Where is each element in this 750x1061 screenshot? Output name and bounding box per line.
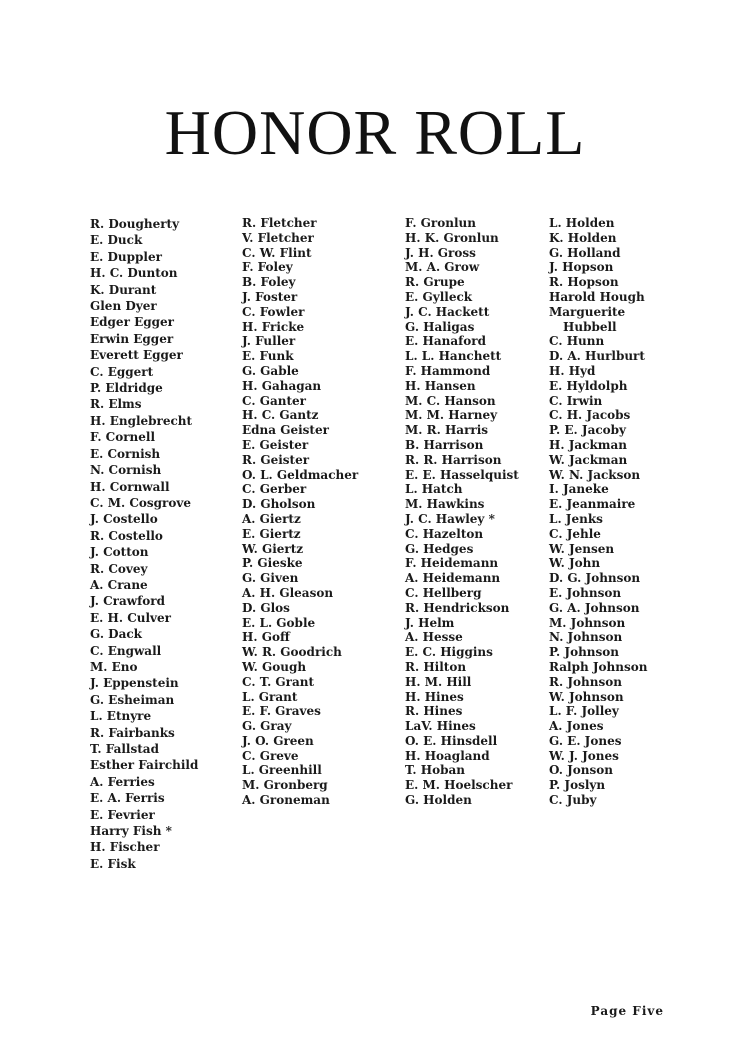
honor-roll-name: R. Geister — [242, 452, 310, 467]
honor-roll-name: W. Johnson — [549, 689, 624, 704]
honor-roll-name: R. Hopson — [549, 275, 619, 290]
honor-roll-name: LaV. Hines — [405, 719, 476, 734]
honor-roll-name: O. L. Geldmacher — [242, 467, 359, 482]
honor-roll-name: Ralph Johnson — [549, 659, 648, 674]
honor-roll-name: H. Jackman — [549, 437, 627, 452]
honor-roll-name: J. C. Hawley * — [405, 511, 495, 526]
honor-roll-name: G. Holland — [549, 245, 621, 260]
honor-roll-name: A. Crane — [90, 577, 148, 592]
honor-roll-column-3 — [405, 216, 519, 808]
page-number: Page Five — [590, 1004, 664, 1018]
honor-roll-name: M. A. Grow — [405, 260, 480, 275]
honor-roll-name: T. Fallstad — [90, 742, 159, 756]
honor-roll-name: J. C. Hackett — [405, 304, 490, 319]
honor-roll-name: J. O. Green — [242, 733, 314, 748]
honor-roll-name: D. A. Hurlburt — [549, 349, 645, 364]
honor-roll-name: W. R. Goodrich — [242, 645, 342, 660]
honor-roll-name: M. C. Hanson — [405, 393, 496, 408]
honor-roll-name: G. Dack — [90, 627, 142, 642]
honor-roll-name: L. Holden — [549, 216, 615, 230]
honor-roll-name: E. Geister — [242, 437, 309, 452]
honor-roll-name: G. A. Johnson — [549, 600, 640, 615]
honor-roll-name: A. H. Gleason — [242, 585, 334, 600]
honor-roll-name: L. Grant — [242, 689, 298, 704]
honor-roll-name: C. H. Jacobs — [549, 408, 631, 423]
honor-roll-name: W. John — [549, 556, 601, 571]
honor-roll-name: R. Covey — [90, 561, 148, 576]
honor-roll-name: Erwin Egger — [90, 331, 174, 346]
honor-roll-name: R. Costello — [90, 528, 163, 543]
honor-roll-name: H. Hyd — [549, 363, 596, 378]
honor-roll-name: P. Eldridge — [90, 381, 163, 396]
honor-roll-name: W. Jackman — [549, 452, 628, 467]
honor-roll-name: R. Hendrickson — [405, 600, 510, 615]
honor-roll-name: Harold Hough — [549, 289, 645, 304]
honor-roll-name: H. Gahagan — [242, 378, 322, 393]
honor-roll-name: F. Gronlun — [405, 216, 476, 230]
honor-roll-name: E. Cornish — [90, 446, 161, 461]
honor-roll-name: D. Glos — [242, 600, 290, 615]
honor-roll-name: E. Gylleck — [405, 289, 473, 304]
honor-roll-name: N. Johnson — [549, 630, 623, 645]
honor-roll-name: Hubbell — [563, 319, 617, 334]
honor-roll-name: L. Etnyre — [90, 709, 152, 724]
honor-roll-name: A. Giertz — [242, 511, 301, 526]
honor-roll-name: C. Hellberg — [405, 585, 482, 600]
honor-roll-name: H. K. Gronlun — [405, 230, 499, 245]
honor-roll-name: R. Dougherty — [90, 217, 180, 231]
honor-roll-name: J. Fuller — [242, 334, 296, 349]
honor-roll-name: R. Johnson — [549, 674, 622, 689]
honor-roll-name: R. Hines — [405, 704, 463, 719]
honor-roll-name: R. Fletcher — [242, 216, 317, 230]
honor-roll-name: W. Gough — [242, 659, 307, 674]
honor-roll-name: M. M. Harney — [405, 408, 498, 423]
honor-roll-name: E. A. Ferris — [90, 791, 165, 806]
honor-roll-name: J. Hopson — [549, 260, 614, 275]
honor-roll-name: G. Holden — [405, 793, 472, 808]
honor-roll-name: N. Cornish — [90, 463, 162, 478]
honor-roll-name: C. Irwin — [549, 393, 603, 408]
honor-roll-name: M. Gronberg — [242, 778, 328, 793]
honor-roll-name: D. Gholson — [242, 497, 316, 512]
honor-roll-name: L. L. Hanchett — [405, 349, 502, 364]
honor-roll-name: H. Cornwall — [90, 479, 170, 494]
honor-roll-name: B. Foley — [242, 275, 296, 290]
honor-roll-name: G. Gray — [242, 719, 292, 734]
honor-roll-name: P. E. Jacoby — [549, 423, 627, 438]
honor-roll-name: C. T. Grant — [242, 674, 315, 689]
honor-roll-name: L. Jenks — [549, 511, 603, 526]
honor-roll-name: W. J. Jones — [549, 748, 619, 763]
honor-roll-name: M. R. Harris — [405, 423, 489, 438]
honor-roll-name: L. Hatch — [405, 482, 463, 497]
honor-roll-name: H. Fricke — [242, 319, 305, 334]
honor-roll-name: Esther Fairchild — [90, 758, 199, 773]
honor-roll-name: R. Fairbanks — [90, 725, 175, 740]
honor-roll-name: F. Foley — [242, 260, 293, 275]
honor-roll-name: E. Duppler — [90, 249, 162, 264]
honor-roll-name: A. Hesse — [405, 630, 463, 645]
honor-roll-column-2 — [242, 216, 358, 808]
honor-roll-name: E. H. Culver — [90, 610, 171, 625]
honor-roll-name: C. Juby — [549, 793, 597, 808]
honor-roll-name: E. Duck — [90, 233, 143, 248]
honor-roll-name: C. Hunn — [549, 334, 605, 349]
honor-roll-name: P. Joslyn — [549, 778, 606, 793]
honor-roll-name: T. Hoban — [405, 763, 465, 778]
honor-roll-name: Edger Egger — [90, 315, 174, 330]
honor-roll-name: E. F. Graves — [242, 704, 321, 719]
honor-roll-name: Harry Fish * — [90, 824, 172, 839]
honor-roll-name: E. Fisk — [90, 856, 136, 871]
honor-roll-name: R. Grupe — [405, 275, 465, 290]
honor-roll-name: L. Greenhill — [242, 763, 322, 778]
honor-roll-name: O. Jonson — [549, 763, 613, 778]
honor-roll-name: Everett Egger — [90, 348, 183, 363]
honor-roll-name: G. Esheiman — [90, 692, 175, 707]
honor-roll-name: E. Hanaford — [405, 334, 486, 349]
honor-roll-name: H. C. Dunton — [90, 266, 178, 281]
honor-roll-name: E. Johnson — [549, 585, 622, 600]
honor-roll-name: J. Cotton — [90, 545, 149, 560]
honor-roll-name: W. Jensen — [549, 541, 615, 556]
honor-roll-name: E. Jeanmaire — [549, 497, 636, 512]
honor-roll-name: Edna Geister — [242, 423, 329, 438]
honor-roll-name: V. Fletcher — [242, 230, 314, 245]
honor-roll-name: L. F. Jolley — [549, 704, 619, 719]
honor-roll-name: B. Harrison — [405, 437, 484, 452]
honor-roll-name: H. Goff — [242, 630, 290, 645]
honor-roll-name: H. Hines — [405, 689, 464, 704]
honor-roll-name: O. E. Hinsdell — [405, 733, 498, 748]
honor-roll-name: C. Fowler — [242, 304, 305, 319]
honor-roll-name: H. Hoagland — [405, 748, 490, 763]
honor-roll-name: C. Eggert — [90, 364, 154, 379]
honor-roll-name: J. Costello — [90, 512, 158, 527]
honor-roll-name: R. Elms — [90, 397, 142, 412]
honor-roll-name: J. Eppenstein — [90, 676, 179, 691]
honor-roll-name: I. Janeke — [549, 482, 609, 497]
honor-roll-name: W. N. Jackson — [549, 467, 641, 482]
honor-roll-name: G. Gable — [242, 363, 299, 378]
honor-roll-name: W. Giertz — [242, 541, 304, 556]
honor-roll-name: C. W. Flint — [242, 245, 312, 260]
honor-roll-name: J. Foster — [242, 289, 298, 304]
honor-roll-name: H. Fischer — [90, 840, 160, 855]
honor-roll-name: A. Heidemann — [405, 571, 501, 586]
honor-roll-name: J. H. Gross — [405, 245, 476, 260]
honor-roll-name: E. Fevrier — [90, 807, 155, 822]
honor-roll-name: H. Englebrecht — [90, 413, 193, 428]
honor-roll-name: E. Funk — [242, 349, 294, 364]
honor-roll-name: G. E. Jones — [549, 733, 622, 748]
honor-roll-name: C. Gerber — [242, 482, 307, 497]
honor-roll-name: K. Durant — [90, 282, 157, 297]
honor-roll-name: A. Ferries — [90, 774, 155, 789]
honor-roll-name: E. C. Higgins — [405, 645, 493, 660]
honor-roll-name: G. Haligas — [405, 319, 475, 334]
honor-roll-name: P. Gieske — [242, 556, 303, 571]
honor-roll-name: F. Hammond — [405, 363, 491, 378]
honor-roll-name: E. Hyldolph — [549, 378, 628, 393]
honor-roll-name: J. Crawford — [90, 594, 165, 609]
honor-roll-name: P. Johnson — [549, 645, 620, 660]
honor-roll-name: R. R. Harrison — [405, 452, 502, 467]
honor-roll-name: G. Hedges — [405, 541, 474, 556]
honor-roll-name: E. E. Hasselquist — [405, 467, 519, 482]
honor-roll-name: M. Johnson — [549, 615, 626, 630]
honor-roll-name: J. Helm — [405, 615, 455, 630]
honor-roll-name: C. Ganter — [242, 393, 306, 408]
honor-roll-name: D. G. Johnson — [549, 571, 641, 586]
honor-roll-name: A. Jones — [549, 719, 604, 734]
honor-roll-name: F. Heidemann — [405, 556, 499, 571]
honor-roll-column-1 — [90, 216, 198, 872]
honor-roll-name: E. Giertz — [242, 526, 301, 541]
honor-roll-name: M. Hawkins — [405, 497, 485, 512]
honor-roll-name: A. Groneman — [242, 793, 330, 808]
honor-roll-name: R. Hilton — [405, 659, 467, 674]
honor-roll-name: H. C. Gantz — [242, 408, 319, 423]
honor-roll-name: C. Greve — [242, 748, 299, 763]
honor-roll-name: C. Engwall — [90, 643, 162, 658]
honor-roll-name: C. Jehle — [549, 526, 601, 541]
honor-roll-name: M. Eno — [90, 659, 138, 674]
honor-roll-name: C. Hazelton — [405, 526, 484, 541]
honor-roll-name: Marguerite — [549, 304, 626, 319]
honor-roll-name: Glen Dyer — [90, 299, 157, 314]
honor-roll-name: G. Given — [242, 571, 299, 586]
honor-roll-name: H. Hansen — [405, 378, 476, 393]
honor-roll-name: F. Cornell — [90, 430, 156, 445]
honor-roll-column-4 — [549, 216, 648, 808]
honor-roll-name: K. Holden — [549, 230, 617, 245]
page-title: HONOR ROLL — [164, 97, 586, 168]
honor-roll-name: C. M. Cosgrove — [90, 495, 191, 510]
honor-roll-name: E. M. Hoelscher — [405, 778, 513, 793]
honor-roll-name: H. M. Hill — [405, 674, 472, 689]
honor-roll-name: E. L. Goble — [242, 615, 316, 630]
